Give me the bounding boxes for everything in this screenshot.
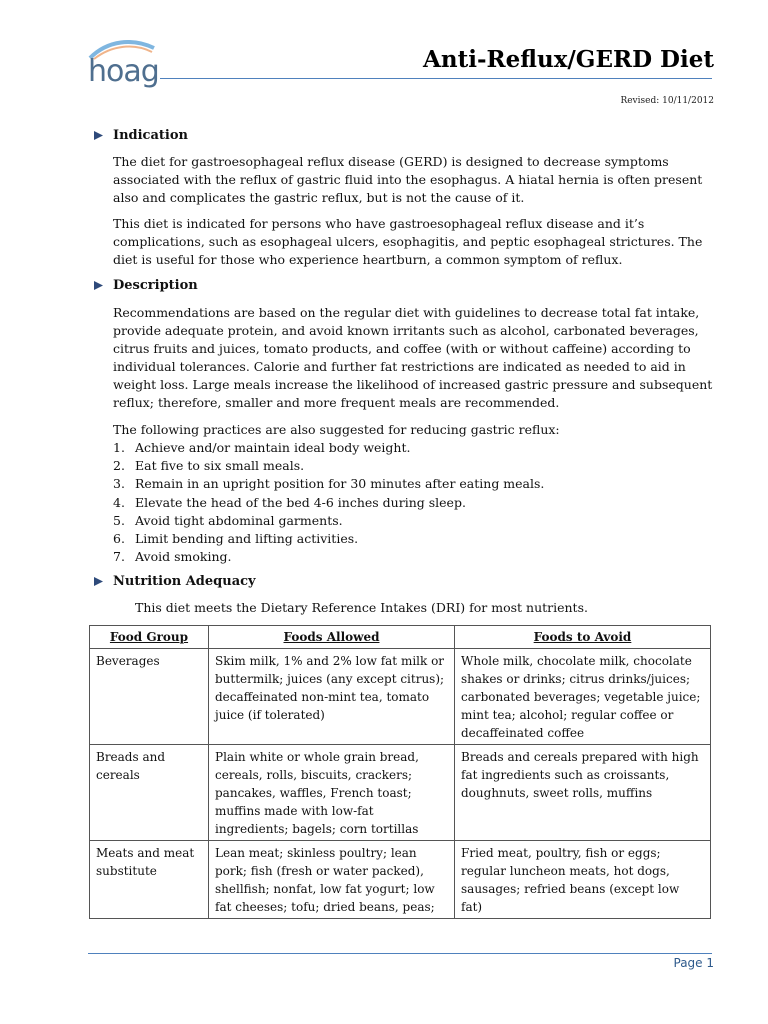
description-paragraph: Recommendations are based on the regular diet with guidelines to decrease total fat intake, provide adequate protein, and avoid known irritants such as alcohol, carbonated beverages, citrus fruits and juices, tomato products, and coffee (with or without caffeine) according to individual tolerances. Calorie and further fat restrictions are indicated as needed to aid in weight loss. Large meals increase the likelihood of increased gastric pressure and subsequent reflux; therefore, smaller and more frequent meals are recommended. <box>113 305 713 410</box>
footer-rule <box>88 953 712 954</box>
triangle-bullet-icon <box>93 130 104 141</box>
foods-avoid-cell: Breads and cereals prepared with high fat ingredients such as croissants, doughnuts, sweet rolls, muffins <box>455 745 711 841</box>
list-item: 6. Limit bending and lifting activities. <box>113 531 359 547</box>
hoag-logo <box>88 40 158 96</box>
section-heading-label: Description <box>113 278 198 293</box>
foods-allowed-cell: Skim milk, 1% and 2% low fat milk or buttermilk; juices (any except citrus); decaffeinated non-mint tea, tomato juice (if tolerated) <box>209 649 455 745</box>
foods-allowed-cell: Lean meat; skinless poultry; lean pork; fish (fresh or water packed), shellfish; nonfat, low fat yogurt; low fat cheeses; tofu; dried beans, peas; <box>209 841 455 919</box>
practices-list <box>113 439 713 566</box>
section-heading-label: Indication <box>113 128 188 143</box>
food-group-cell: Breads and cereals <box>90 745 209 841</box>
foods-table <box>89 625 711 919</box>
list-item: 2. Eat five to six small meals. <box>113 458 305 474</box>
revised-date: Revised: 10/11/2012 <box>620 96 714 106</box>
practices-intro: The following practices are also suggested for reducing gastric reflux: <box>113 422 560 437</box>
column-header-food-group: Food Group <box>90 626 209 649</box>
table-row <box>90 745 711 841</box>
foods-avoid-cell: Fried meat, poultry, fish or eggs; regular luncheon meats, hot dogs, sausages; refried beans (except low fat) <box>455 841 711 919</box>
page-number: Page 1 <box>673 956 714 970</box>
section-heading-label: Nutrition Adequacy <box>113 574 256 589</box>
document-title: Anti-Reflux/GERD Diet <box>423 46 714 73</box>
foods-avoid-cell: Whole milk, chocolate milk, chocolate shakes or drinks; citrus drinks/juices; carbonated beverages; vegetable juice; mint tea; alcohol; regular coffee or decaffeinated coffee <box>455 649 711 745</box>
column-header-foods-allowed: Foods Allowed <box>209 626 455 649</box>
table-row <box>90 649 711 745</box>
list-item: 5. Avoid tight abdominal garments. <box>113 512 343 528</box>
section-heading-description <box>93 278 198 293</box>
logo-text: hoag <box>88 54 159 89</box>
food-group-cell: Beverages <box>90 649 209 745</box>
list-item: 4. Elevate the head of the bed 4-6 inches during sleep. <box>113 494 466 510</box>
indication-paragraph-1: The diet for gastroesophageal reflux disease (GERD) is designed to decrease symptoms associated with the reflux of gastric fluid into the esophagus. A hiatal hernia is often present also and complicates the gastric reflux, but is not the cause of it. <box>113 154 703 205</box>
indication-paragraph-2: This diet is indicated for persons who have gastroesophageal reflux disease and it’s complications, such as esophageal ulcers, esophagitis, and peptic esophageal strictures. The diet is useful for those who experience heartburn, a common symptom of reflux. <box>113 216 703 267</box>
foods-allowed-cell: Plain white or whole grain bread, cereals, rolls, biscuits, crackers; pancakes, waffles, French toast; muffins made with low-fat ingredients; bagels; corn tortillas <box>209 745 455 841</box>
section-heading-nutrition-adequacy <box>93 574 256 589</box>
table-header-row <box>90 626 711 649</box>
table-row <box>90 841 711 919</box>
dri-note: This diet meets the Dietary Reference Intakes (DRI) for most nutrients. <box>135 600 588 615</box>
triangle-bullet-icon <box>93 576 104 587</box>
list-item: 1. Achieve and/or maintain ideal body weight. <box>113 440 411 455</box>
list-item: 7. Avoid smoking. <box>113 549 232 565</box>
list-item: 3. Remain in an upright position for 30 minutes after eating meals. <box>113 476 545 492</box>
section-heading-indication <box>93 128 188 143</box>
food-group-cell: Meats and meat substitute <box>90 841 209 919</box>
column-header-foods-to-avoid: Foods to Avoid <box>455 626 711 649</box>
triangle-bullet-icon <box>93 280 104 291</box>
header-rule <box>160 78 712 79</box>
